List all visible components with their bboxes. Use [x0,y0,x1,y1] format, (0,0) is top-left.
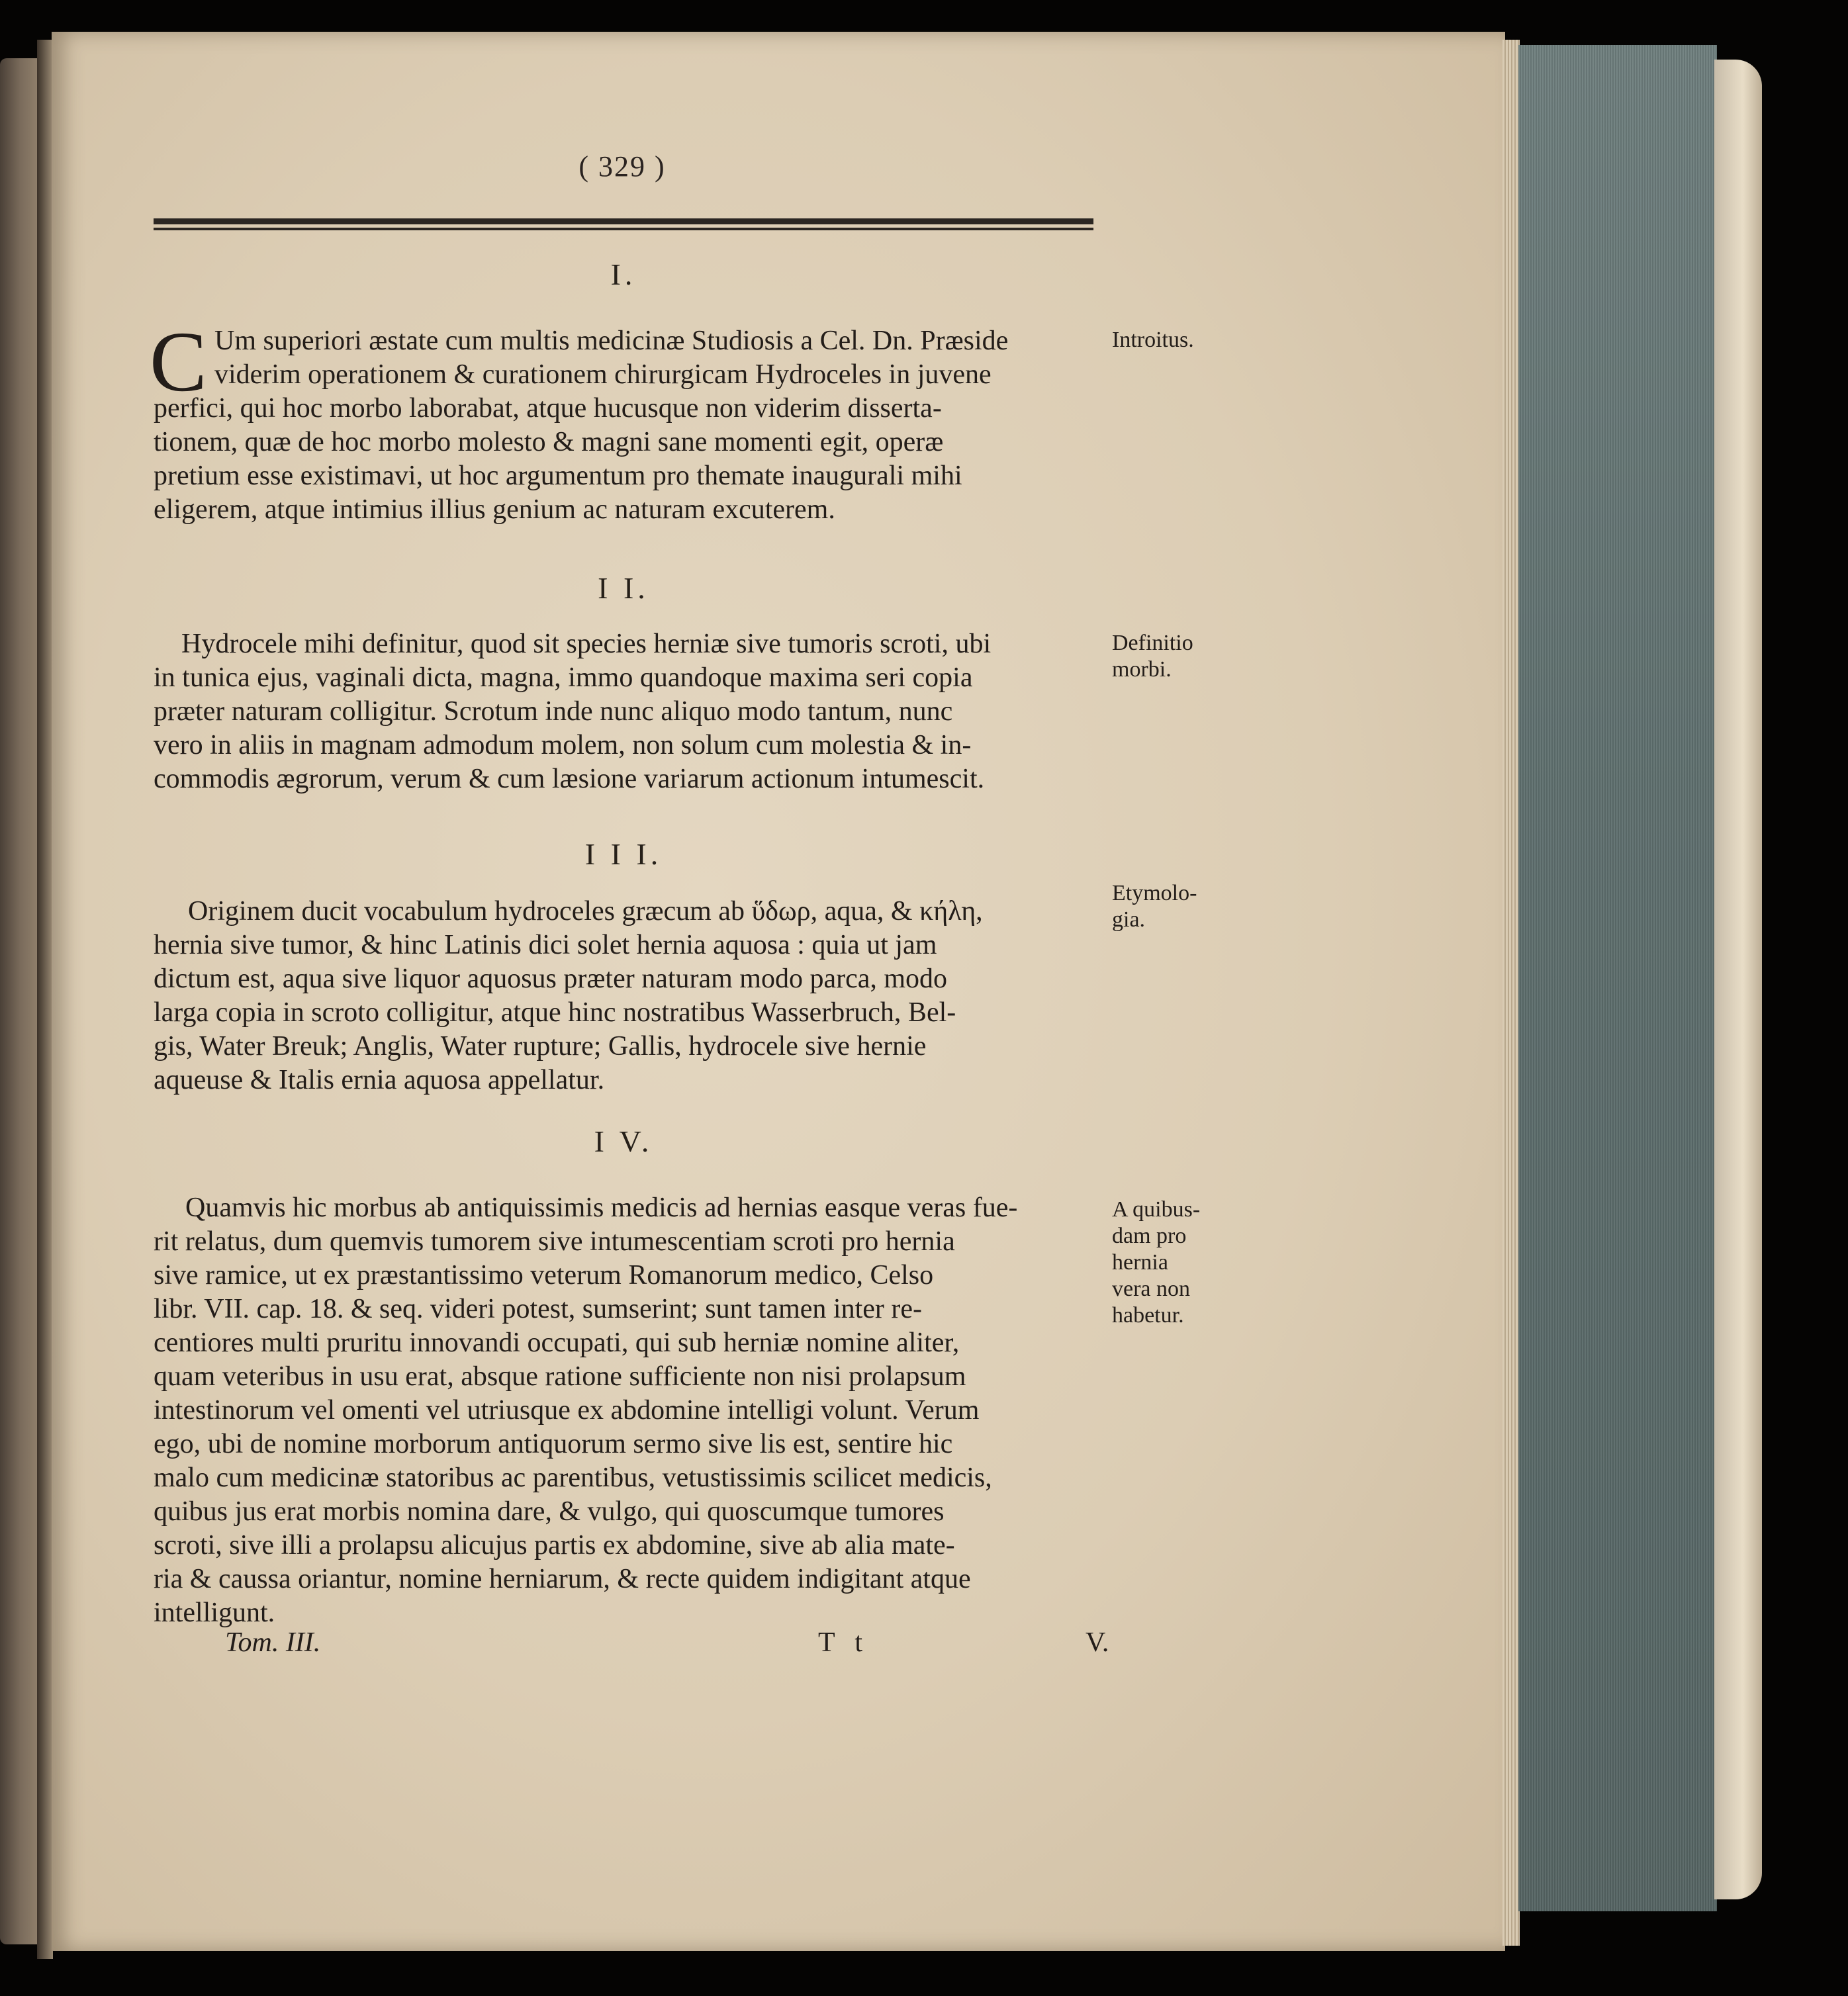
marginal-line: dam pro [1112,1224,1187,1248]
text-line: gis, Water Breuk; Anglis, Water rupture; Gallis, hydrocele sive hernie [154,1031,927,1062]
section-number-1: I. [610,257,637,291]
text-line: Hydrocele mihi definitur, quod sit species herniæ sive tumoris scroti, ubi [181,629,992,659]
header-rule-thin [154,228,1093,230]
section-number-3: I I I. [584,837,663,871]
text-line: eligerem, atque intimius illius genium ac naturam excuterem. [154,494,835,525]
text-line: commodis ægrorum, verum & cum læsione variarum actionum intumescit. [154,764,985,794]
cover-edge [1714,60,1762,1899]
text-line: sive ramice, ut ex præstantissimo veterum Romanorum medico, Celso [154,1260,934,1291]
paragraph-4 [154,1191,1120,1630]
text-line: ria & caussa oriantur, nomine herniarum, & recte quidem indigitant atque [154,1564,971,1594]
book-gutter [37,40,53,1959]
section-number-4: I V. [594,1124,653,1158]
page-stack-edge [1502,40,1520,1946]
text-line: larga copia in scroto colligitur, atque hinc nostratibus Wasserbruch, Bel- [154,997,956,1028]
text-line: intelligunt. [154,1598,275,1628]
header-rule [154,218,1093,233]
marginal-line: Introitus. [1112,328,1194,352]
text-line: Originem ducit vocabulum hydroceles græcum ab ὕδωρ, aqua, & κήλη, [188,896,983,927]
text-line: scroti, sive illi a prolapsu alicujus partis ex abdomine, sive ab alia mate- [154,1530,955,1561]
text-line: malo cum medicinæ statoribus ac parentibus, vetustissimis scilicet medicis, [154,1463,992,1493]
left-page-edge [0,58,37,1944]
text-line: vero in aliis in magnam admodum molem, non solum cum molestia & in- [154,730,972,760]
marginal-note-3 [1112,880,1244,933]
drop-capital: C [150,314,207,410]
marginal-note-2 [1112,630,1244,683]
text-line: pretium esse existimavi, ut hoc argumentum pro themate inaugurali mihi [154,461,962,491]
text-line: Um superiori æstate cum multis medicinæ Studiosis a Cel. Dn. Præside [214,326,1009,356]
text-line: viderim operationem & curationem chirurgicam Hydroceles in juvene [214,359,992,390]
marginal-line: Definitio [1112,631,1193,655]
marginal-line: habetur. [1112,1303,1184,1328]
text-line: in tunica ejus, vaginali dicta, magna, immo quandoque maxima seri copia [154,662,973,693]
header-rule-thick [154,218,1093,224]
footer-volume: Tom. III. [225,1627,321,1658]
text-line: centiores multi pruritu innovandi occupati, qui sub herniæ nomine aliter, [154,1328,960,1358]
section-number-2: I I. [598,571,649,605]
marginal-line: vera non [1112,1277,1191,1301]
text-line: intestinorum vel omenti vel utriusque ex abdomine intelligi volunt. Verum [154,1395,980,1426]
text-line: præter naturam colligitur. Scrotum inde nunc aliquo modo tantum, nunc [154,696,953,727]
text-line: quam veteribus in usu erat, absque ratione sufficiente non nisi prolapsum [154,1361,966,1392]
marginal-line: hernia [1112,1250,1168,1275]
marginal-line: A quibus- [1112,1197,1201,1222]
paragraph-1 [154,324,1120,527]
marginal-note-4 [1112,1197,1244,1329]
footer-signature: T t [818,1627,870,1658]
marginal-line: gia. [1112,907,1146,932]
text-line: tionem, quæ de hoc morbo molesto & magni sane momenti egit, operæ [154,427,944,457]
text-line: quibus jus erat morbis nomina dare, & vulgo, qui quoscumque tumores [154,1496,945,1527]
text-line: ego, ubi de nomine morborum antiquorum sermo sive lis est, sentire hic [154,1429,953,1459]
footer-catchword: V. [1086,1627,1109,1658]
text-line: Quamvis hic morbus ab antiquissimis medicis ad hernias easque veras fue- [185,1193,1018,1223]
fore-edge [1518,45,1717,1911]
text-line: aqueuse & Italis ernia aquosa appellatur. [154,1065,605,1095]
paragraph-2 [154,627,1120,796]
text-line: hernia sive tumor, & hinc Latinis dici solet hernia aquosa : quia ut jam [154,930,937,960]
text-line: perfici, qui hoc morbo laborabat, atque hucusque non viderim disserta- [154,393,942,424]
marginal-line: Etymolo- [1112,881,1197,905]
marginal-note-1 [1112,327,1244,353]
paragraph-3 [154,895,1120,1097]
text-line: dictum est, aqua sive liquor aquosus præter naturam modo parca, modo [154,964,948,994]
page-number: ( 329 ) [578,150,666,183]
text-line: rit relatus, dum quemvis tumorem sive intumescentiam scroti pro hernia [154,1226,955,1257]
marginal-line: morbi. [1112,657,1172,682]
text-line: libr. VII. cap. 18. & seq. videri potest, sumserint; sunt tamen inter re- [154,1294,922,1324]
